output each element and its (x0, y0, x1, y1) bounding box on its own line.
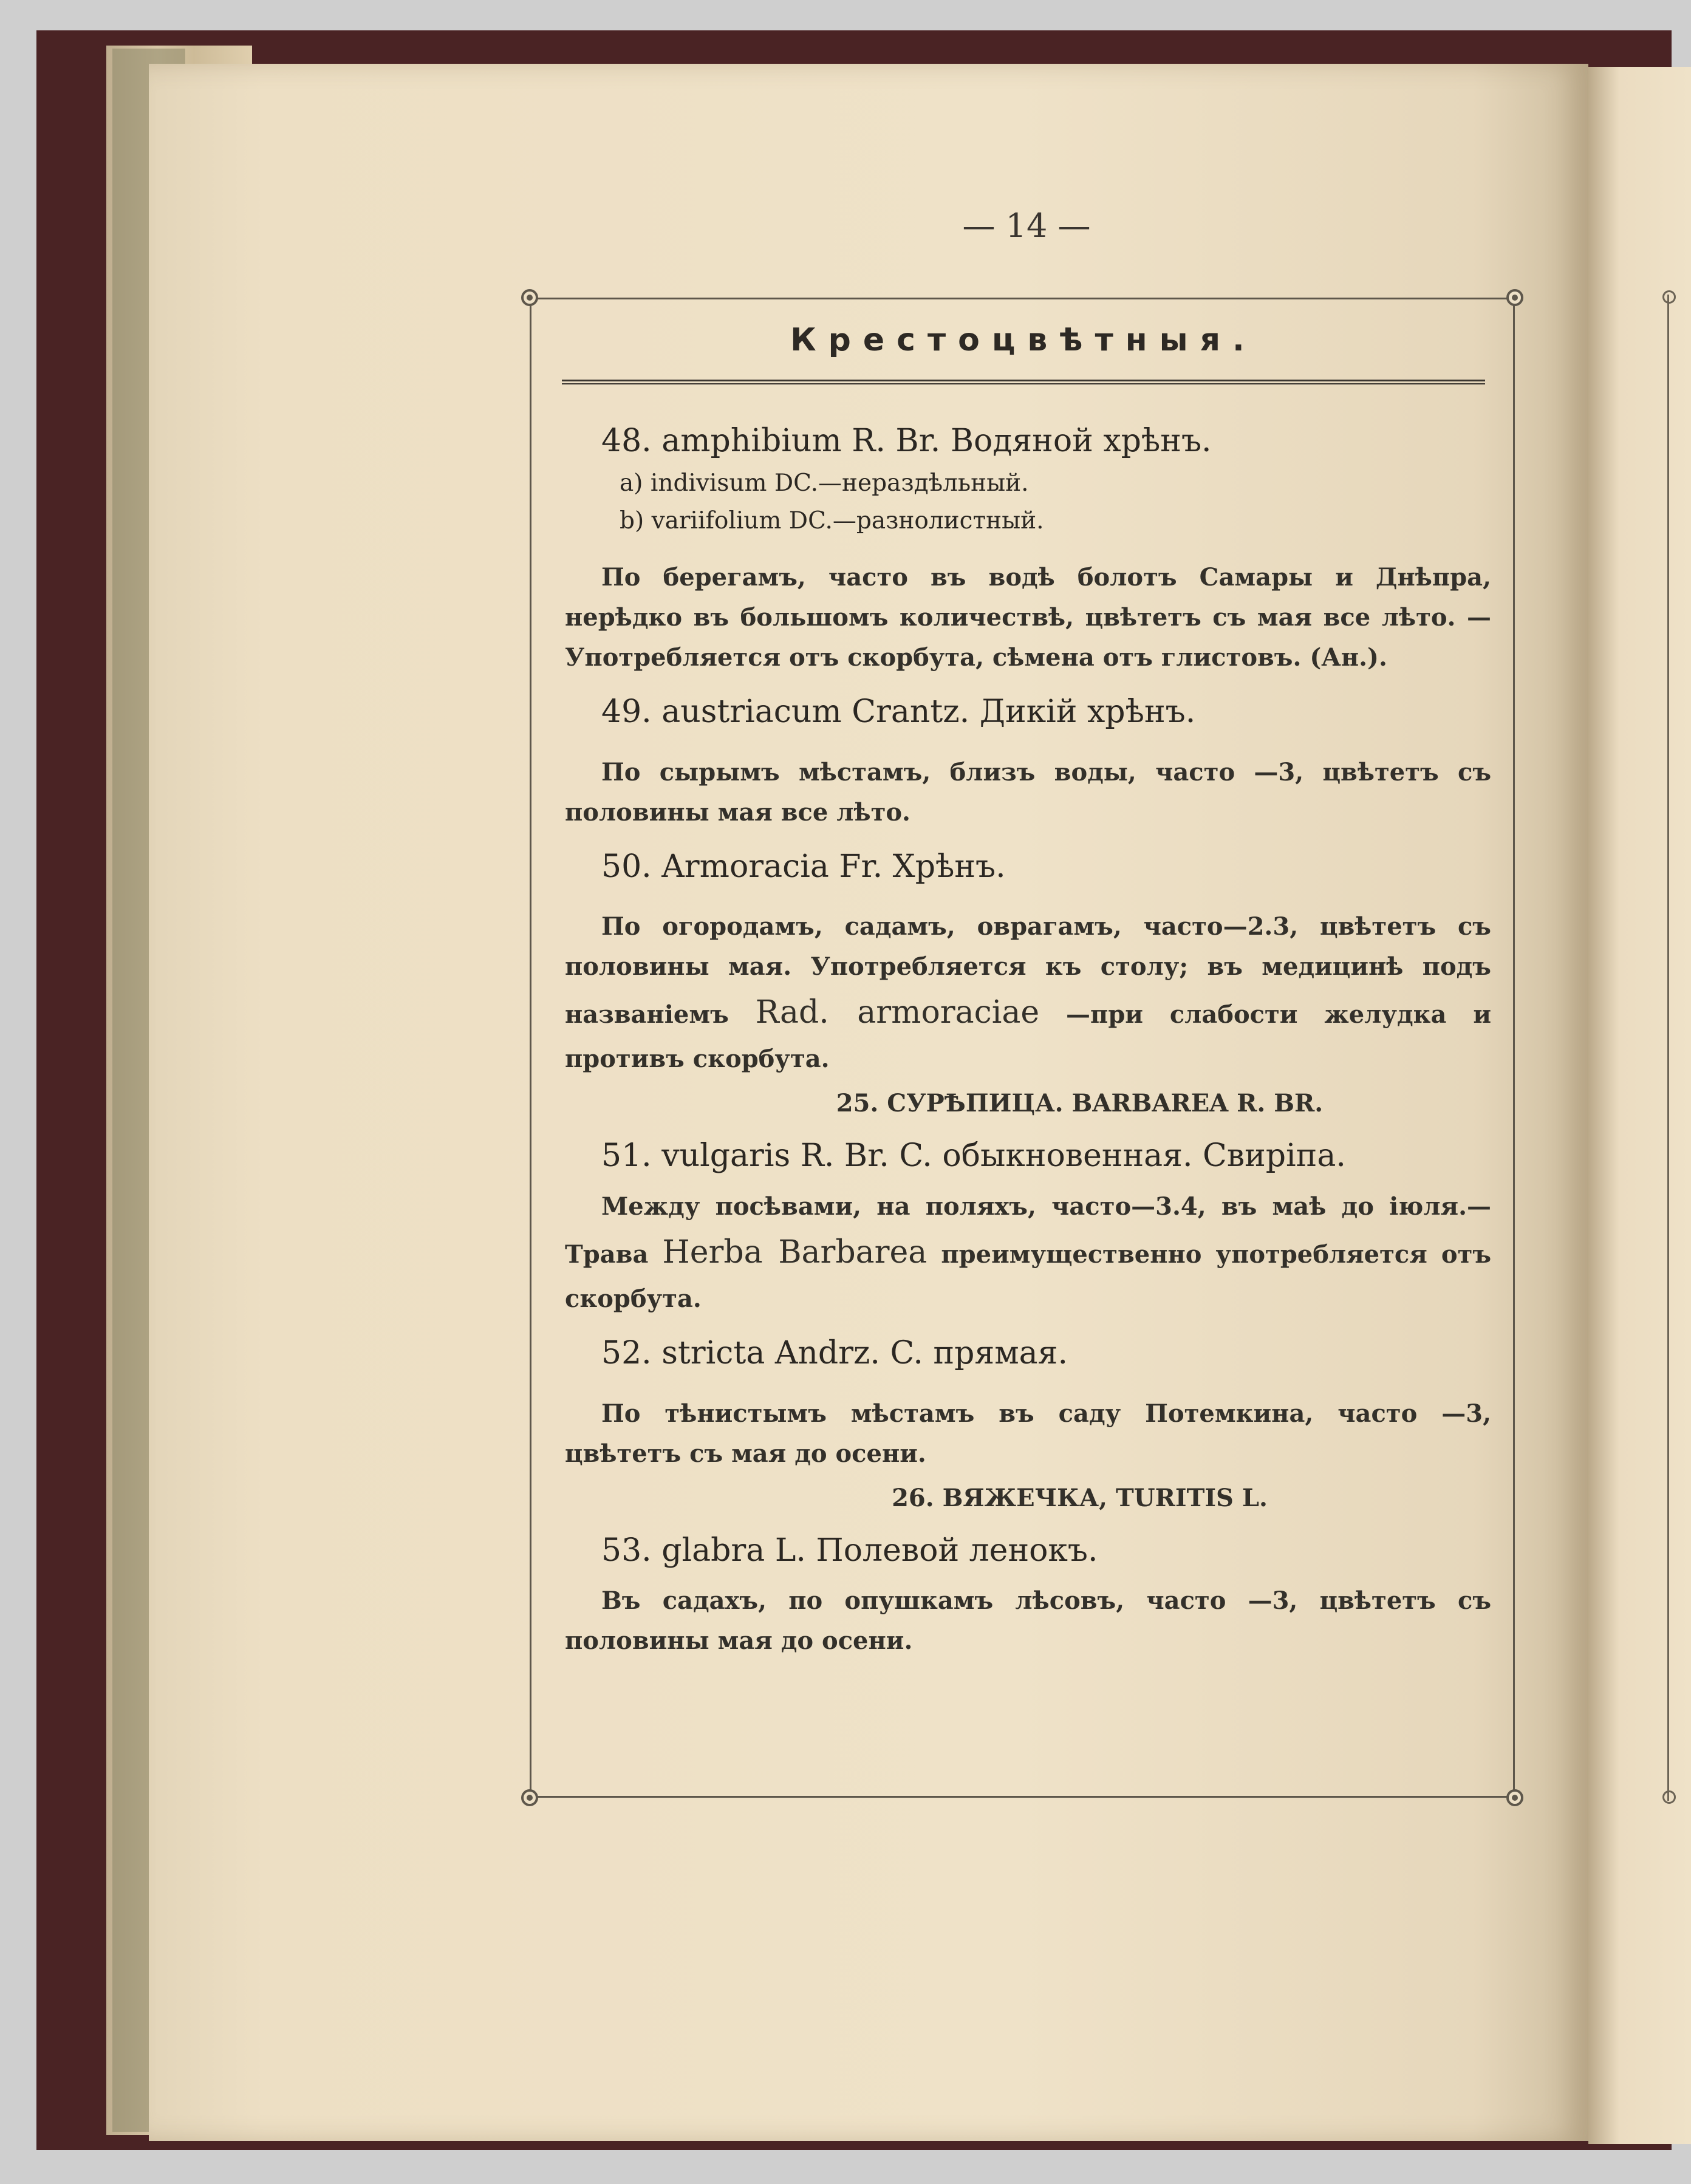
genus-heading: 26. ВЯЖЕЧКА, TURITIS L. (892, 1483, 1268, 1512)
entry-heading: 53. glabra L. Полевой ленокъ. (601, 1532, 1098, 1569)
entry-heading: 49. austriacum Crantz. Дикій хрѣнъ. (601, 693, 1196, 730)
rosette-icon (1506, 289, 1523, 306)
description-text: преимущественно употребляется отъ скорбута. (565, 1240, 1492, 1313)
description-text: Между посѣвами, на поляхъ, часто—3.4, въ маѣ до іюля.—Трава (565, 1192, 1491, 1269)
entry-description: Въ садахъ, по опушкамъ лѣсовъ, часто —3, цвѣтетъ съ половины мая до осени. (565, 1586, 1491, 1656)
entry-description: По сырымъ мѣстамъ, близъ воды, часто —3, цвѣтетъ съ половины мая все лѣто. (565, 757, 1491, 827)
next-page-edge (1588, 67, 1691, 2144)
description-text: По огородамъ, садамъ, оврагамъ, часто—2.3, цвѣтетъ съ половины мая. Употребляется къ столу; въ медицинѣ подъ названіемъ (565, 912, 1491, 1029)
page-content (565, 407, 1491, 1667)
entry-heading: 50. Armoracia Fr. Хрѣнъ. (601, 848, 1006, 885)
description-text: —при слабости желудка и противъ скорбута. (565, 1000, 1491, 1074)
rosette-icon (1662, 290, 1676, 304)
page-number: — 14 — (962, 206, 1091, 245)
rosette-icon (521, 289, 538, 306)
entry-description (565, 1187, 1491, 1319)
latin-name: Herba Barbarea (662, 1234, 927, 1271)
entry-description: По тѣнистымъ мѣстамъ въ саду Потемкина, часто —3, цвѣтетъ съ мая до осени. (565, 1399, 1491, 1468)
entry-heading: 51. vulgaris R. Br. C. обыкновенная. Свиріпа. (601, 1138, 1346, 1175)
next-page-frame-line (1667, 295, 1669, 1801)
entry-description: По берегамъ, часто въ водѣ болотъ Самары и Днѣпра, нерѣдко въ большомъ количествѣ, цвѣтетъ съ мая все лѣто. —Употребляется отъ скорбута, сѣмена отъ глистовъ. (Ан.). (565, 562, 1491, 672)
rosette-icon (521, 1789, 538, 1806)
rosette-icon (1506, 1789, 1523, 1806)
section-title: Крестоцвѣтныя. (790, 322, 1257, 358)
latin-name: Rad. armoraciae (755, 994, 1040, 1031)
entry-description (565, 907, 1491, 1079)
genus-heading: 25. СУРѢПИЦА. BARBAREA R. BR. (836, 1089, 1324, 1118)
double-rule-divider (562, 380, 1485, 384)
rosette-icon (1662, 1790, 1676, 1804)
entry-heading: 52. stricta Andrz. C. прямая. (601, 1334, 1068, 1371)
entry-variety: b) variifolium DC.—разнолистный. (620, 507, 1044, 535)
entry-variety: a) indivisum DC.—нераздѣльный. (620, 469, 1029, 497)
entry-heading: 48. amphibium R. Br. Водяной хрѣнъ. (601, 423, 1212, 459)
